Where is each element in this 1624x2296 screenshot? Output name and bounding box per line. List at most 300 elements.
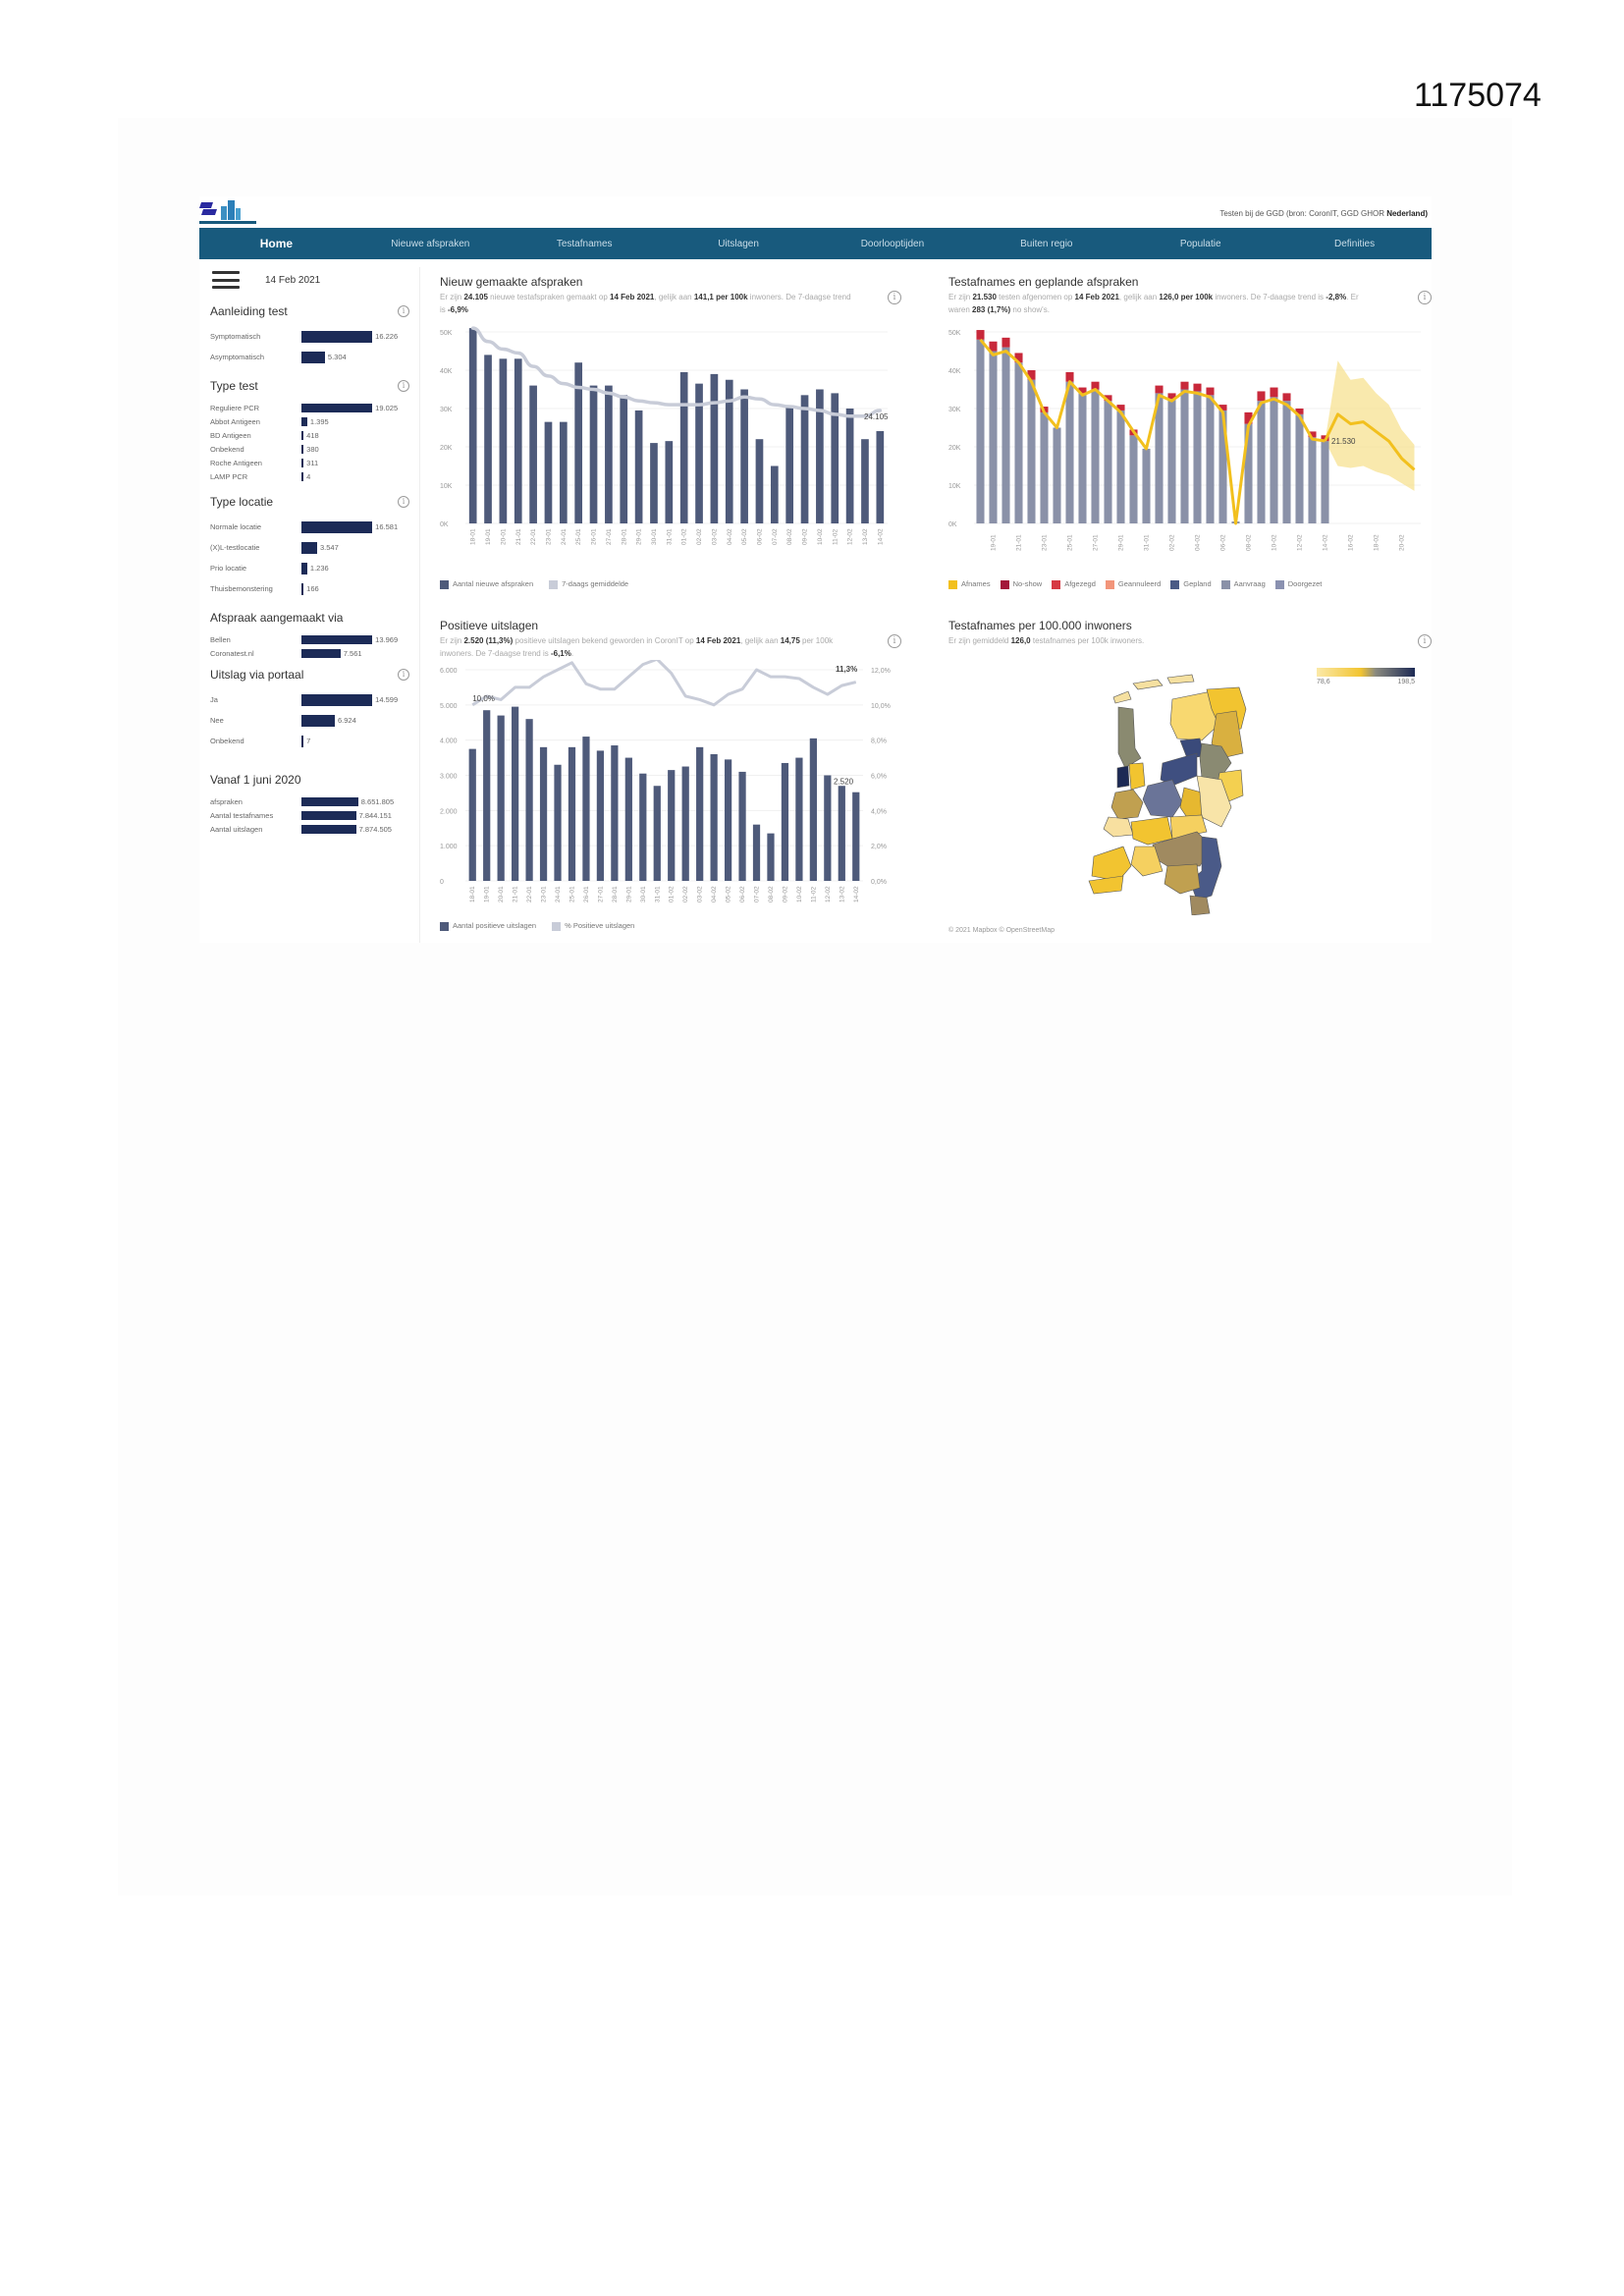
svg-text:2.000: 2.000 — [440, 808, 458, 816]
bar-label: afspraken — [210, 796, 243, 806]
bar[interactable] — [514, 358, 522, 523]
bar[interactable] — [540, 747, 547, 881]
bar-row[interactable] — [210, 578, 409, 599]
nav-tab-nieuwe-afspraken[interactable]: Nieuwe afspraken — [391, 238, 470, 249]
bar-fill — [301, 445, 303, 454]
bar[interactable] — [639, 774, 646, 881]
bar-value: 8.651.805 — [360, 796, 395, 806]
sidebar-header — [199, 267, 419, 293]
bar[interactable] — [753, 825, 760, 881]
bar[interactable] — [554, 765, 561, 881]
svg-text:13-02: 13-02 — [839, 886, 846, 902]
bar-value: 166 — [306, 584, 319, 593]
nav-tab-buiten-regio[interactable]: Buiten regio — [1020, 238, 1073, 249]
bar[interactable] — [861, 439, 869, 523]
bar[interactable] — [839, 786, 845, 881]
svg-text:25-01: 25-01 — [575, 528, 583, 545]
bar-value: 7.874.505 — [358, 824, 392, 834]
bar-value: 1.236 — [309, 564, 329, 573]
svg-text:2,0%: 2,0% — [871, 844, 887, 851]
legend-swatch — [552, 922, 561, 931]
bar-track — [301, 715, 409, 727]
bar[interactable] — [767, 834, 774, 881]
bar-value: 311 — [306, 458, 319, 467]
sidebar-sections — [199, 304, 419, 836]
bar-value: 3.547 — [320, 543, 339, 552]
color-scale-bar — [1317, 668, 1415, 677]
svg-text:0,0%: 0,0% — [871, 879, 887, 886]
bar-row[interactable] — [210, 456, 409, 469]
svg-text:31-01: 31-01 — [666, 528, 674, 545]
bar-fill — [301, 521, 372, 533]
bar[interactable] — [795, 758, 802, 881]
legend-swatch — [1106, 580, 1114, 589]
svg-text:19-01: 19-01 — [485, 528, 493, 545]
nav-tab-populatie[interactable]: Populatie — [1179, 238, 1221, 249]
bar[interactable] — [1321, 441, 1328, 523]
panel-summary: Er zijn 24.105 nieuwe testafspraken gemaakt op 14 Feb 2021, gelijk aan 141,1 per 100k inwoners. De 7-daagse trend is -6,9% — [440, 293, 851, 314]
svg-text:10,0%: 10,0% — [871, 702, 891, 710]
bar[interactable] — [582, 737, 589, 881]
svg-text:21.530: 21.530 — [1331, 437, 1356, 447]
bar[interactable] — [545, 422, 553, 523]
bar-track — [301, 431, 409, 440]
svg-text:11,3%: 11,3% — [836, 665, 858, 674]
svg-text:23-01: 23-01 — [540, 886, 548, 902]
svg-text:04-02: 04-02 — [1194, 534, 1202, 551]
svg-text:50K: 50K — [948, 330, 961, 337]
bar-fill — [301, 331, 372, 343]
chart-legend — [440, 921, 634, 931]
bar-label: Nee — [210, 716, 224, 725]
legend-swatch — [1001, 580, 1009, 589]
legend-swatch — [1170, 580, 1179, 589]
bar[interactable] — [1270, 397, 1277, 523]
bar-row[interactable] — [210, 326, 409, 347]
bar-row[interactable] — [210, 731, 409, 751]
bar[interactable] — [650, 443, 658, 523]
bar-row[interactable] — [210, 537, 409, 558]
bar[interactable] — [1142, 449, 1150, 523]
section-header — [210, 773, 409, 787]
bar[interactable] — [500, 358, 508, 523]
svg-text:21-01: 21-01 — [512, 886, 519, 902]
nav-tab-definities[interactable]: Definities — [1333, 238, 1376, 249]
bar[interactable] — [1308, 437, 1316, 523]
bar-value: 13.969 — [375, 634, 399, 644]
bar[interactable] — [1078, 393, 1086, 523]
bar[interactable] — [1065, 382, 1073, 523]
svg-text:19-01: 19-01 — [483, 886, 491, 902]
document-id: 1175074 — [1414, 77, 1542, 114]
svg-text:21-01: 21-01 — [1015, 534, 1023, 551]
bar[interactable] — [597, 750, 604, 881]
bar[interactable] — [1116, 410, 1124, 523]
bar-label: Aantal uitslagen — [210, 824, 263, 834]
bar[interactable] — [605, 386, 613, 523]
svg-text:06-02: 06-02 — [739, 886, 747, 902]
section-header — [210, 304, 409, 318]
section-title: Aanleiding test — [210, 304, 288, 318]
svg-text:14-02: 14-02 — [877, 528, 885, 545]
svg-text:26-01: 26-01 — [590, 528, 598, 545]
svg-text:27-01: 27-01 — [605, 528, 613, 545]
bar-label: Onbekend — [210, 737, 244, 745]
bar-row[interactable] — [210, 822, 409, 836]
svg-text:29-01: 29-01 — [1117, 534, 1125, 551]
svg-text:40K: 40K — [948, 368, 961, 375]
hamburger-menu-icon[interactable] — [212, 271, 240, 289]
panel-summary: Er zijn 2.520 (11,3%) positieve uitslagen bekend geworden in CoronIT op 14 Feb 2021, gelijk aan 14,75 per 100k inwoners. De 7-daagse trend is -6,1%. — [440, 636, 834, 658]
nav-tab-testafnames[interactable]: Testafnames — [556, 238, 613, 249]
bar-row[interactable] — [210, 347, 409, 367]
bar[interactable] — [560, 422, 568, 523]
bar-value: 7 — [306, 737, 311, 745]
bar[interactable] — [1091, 390, 1099, 524]
bar[interactable] — [976, 340, 984, 523]
bar[interactable] — [1053, 428, 1060, 524]
svg-text:24-01: 24-01 — [555, 886, 563, 902]
section-title: Afspraak aangemaakt via — [210, 611, 344, 625]
bar[interactable] — [1206, 395, 1214, 523]
bar-track — [301, 445, 409, 454]
source-note: Testen bij de GGD (bron: CoronIT, GGD GHOR Nederland) — [1219, 209, 1428, 218]
bar[interactable] — [852, 793, 859, 881]
svg-text:6,0%: 6,0% — [871, 773, 887, 781]
chart-legend — [948, 579, 1322, 589]
nav-tab-uitslagen[interactable]: Uitslagen — [718, 238, 759, 249]
bar[interactable] — [484, 355, 492, 523]
bar[interactable] — [738, 772, 745, 881]
bar-track — [301, 583, 409, 595]
svg-text:09-02: 09-02 — [801, 528, 809, 545]
svg-text:22-01: 22-01 — [530, 528, 538, 545]
svg-text:23-01: 23-01 — [1041, 534, 1049, 551]
bar[interactable] — [711, 754, 718, 881]
legend-item[interactable]: Aanvraag — [1221, 579, 1266, 589]
bar-fill — [301, 635, 372, 644]
svg-text:16-02: 16-02 — [1347, 534, 1355, 551]
svg-text:28-01: 28-01 — [611, 886, 619, 902]
legend-swatch — [948, 580, 957, 589]
bar[interactable] — [785, 407, 793, 523]
bar[interactable] — [611, 745, 618, 881]
legend-item[interactable]: No-show — [1001, 579, 1043, 589]
info-icon[interactable]: i — [1418, 634, 1432, 648]
bar-row[interactable] — [210, 414, 409, 428]
legend-item[interactable]: Geannuleerd — [1106, 579, 1161, 589]
bar-track — [301, 472, 409, 481]
bar[interactable] — [625, 758, 632, 881]
bar[interactable] — [1001, 348, 1009, 523]
chart-legend — [440, 579, 628, 589]
svg-text:27-01: 27-01 — [1092, 534, 1100, 551]
bar-track — [301, 404, 409, 412]
bar-value: 1.395 — [309, 416, 329, 426]
svg-text:12-02: 12-02 — [1296, 534, 1304, 551]
bar[interactable] — [665, 441, 673, 523]
bar-value: 14.599 — [375, 695, 399, 704]
svg-text:03-02: 03-02 — [711, 528, 719, 545]
bar-fill — [301, 649, 341, 658]
svg-text:2.520: 2.520 — [834, 777, 854, 787]
bar[interactable] — [810, 738, 817, 881]
panel-title: Positieve uitslagen — [440, 619, 539, 632]
bar-row[interactable] — [210, 646, 409, 660]
panel-title: Nieuw gemaakte afspraken — [440, 275, 583, 289]
bar[interactable] — [989, 352, 997, 524]
svg-text:29-01: 29-01 — [635, 528, 643, 545]
bar[interactable] — [568, 747, 575, 881]
map-credit[interactable]: © 2021 Mapbox © OpenStreetMap — [948, 927, 1055, 934]
svg-text:14-02: 14-02 — [852, 886, 860, 902]
svg-text:4,0%: 4,0% — [871, 808, 887, 816]
legend-item[interactable]: Afgezegd — [1052, 579, 1096, 589]
bar[interactable] — [1040, 412, 1048, 523]
top-bar — [199, 196, 1432, 226]
svg-text:11-02: 11-02 — [810, 886, 818, 902]
bar-track — [301, 635, 409, 644]
bar[interactable] — [1282, 401, 1290, 523]
bar[interactable] — [590, 386, 598, 523]
bar-track — [301, 352, 409, 363]
bar[interactable] — [1257, 401, 1265, 523]
bar[interactable] — [876, 431, 884, 523]
legend-item[interactable]: Aantal nieuwe afspraken — [440, 579, 533, 589]
bar[interactable] — [680, 372, 688, 523]
bar[interactable] — [469, 328, 477, 523]
bar[interactable] — [771, 466, 779, 524]
legend-item[interactable]: 7-daags gemiddelde — [549, 579, 628, 589]
bar[interactable] — [801, 395, 809, 523]
sidebar-section — [199, 304, 419, 367]
bar[interactable] — [525, 719, 532, 881]
bar[interactable] — [1167, 399, 1175, 523]
bar-label: Prio locatie — [210, 564, 247, 573]
svg-text:04-02: 04-02 — [711, 886, 719, 902]
svg-text:18-01: 18-01 — [469, 528, 477, 545]
netherlands-map[interactable] — [1074, 670, 1271, 915]
bar-label: Ja — [210, 695, 218, 704]
svg-text:22-01: 22-01 — [526, 886, 534, 902]
info-icon[interactable]: i — [398, 496, 409, 508]
bar-value: 7.561 — [343, 648, 362, 658]
bar-label: Aantal testafnames — [210, 810, 274, 820]
bar[interactable] — [1104, 401, 1111, 523]
bar-row[interactable] — [210, 632, 409, 646]
bar[interactable] — [668, 770, 675, 881]
bar[interactable] — [756, 439, 764, 523]
bar[interactable] — [696, 747, 703, 881]
svg-text:02-02: 02-02 — [682, 886, 690, 902]
bar[interactable] — [1014, 362, 1022, 523]
bar-label: Abbot Antigeen — [210, 416, 260, 426]
svg-text:31-01: 31-01 — [1143, 534, 1151, 551]
bar[interactable] — [740, 390, 748, 524]
bar[interactable] — [846, 409, 854, 523]
info-icon[interactable]: i — [1418, 291, 1432, 304]
bar-row[interactable] — [210, 689, 409, 710]
legend-item[interactable]: Gepland — [1170, 579, 1211, 589]
svg-text:03-02: 03-02 — [696, 886, 704, 902]
bar-track — [301, 542, 409, 554]
bar-track — [301, 825, 409, 834]
bar-fill — [301, 797, 358, 806]
bar[interactable] — [498, 716, 505, 881]
bar-track — [301, 811, 409, 820]
svg-text:1.000: 1.000 — [440, 844, 458, 851]
bar-row[interactable] — [210, 517, 409, 537]
svg-text:26-01: 26-01 — [582, 886, 590, 902]
sidebar-section — [199, 379, 419, 483]
bar-fill — [301, 431, 303, 440]
svg-text:12-02: 12-02 — [824, 886, 832, 902]
svg-text:02-02: 02-02 — [1168, 534, 1176, 551]
svg-text:20-01: 20-01 — [498, 886, 506, 902]
legend-swatch — [440, 580, 449, 589]
bar[interactable] — [711, 374, 719, 523]
legend-item[interactable]: Doorgezet — [1275, 579, 1323, 589]
bar-row[interactable] — [210, 428, 409, 442]
sidebar-section — [199, 773, 419, 836]
bar[interactable] — [682, 767, 689, 881]
sidebar-section — [199, 495, 419, 599]
bar-fill — [301, 715, 335, 727]
svg-text:30K: 30K — [948, 407, 961, 413]
bar-row[interactable] — [210, 558, 409, 578]
bar-fill — [301, 417, 307, 426]
bar-label: Reguliere PCR — [210, 403, 260, 412]
svg-text:27-01: 27-01 — [597, 886, 605, 902]
section-header — [210, 379, 409, 393]
bar[interactable] — [1027, 380, 1035, 523]
legend-item[interactable]: Afnames — [948, 579, 991, 589]
info-icon[interactable]: i — [888, 291, 901, 304]
svg-text:20K: 20K — [948, 445, 961, 452]
bar-fill — [301, 352, 325, 363]
svg-text:30-01: 30-01 — [639, 886, 647, 902]
svg-text:20-02: 20-02 — [1398, 534, 1406, 551]
svg-text:0: 0 — [440, 879, 444, 886]
bar-track — [301, 736, 409, 747]
svg-text:40K: 40K — [440, 368, 453, 375]
svg-text:01-02: 01-02 — [680, 528, 688, 545]
svg-text:07-02: 07-02 — [771, 528, 779, 545]
info-icon[interactable]: i — [398, 669, 409, 681]
svg-text:18-02: 18-02 — [1373, 534, 1380, 551]
chart-new-appointments — [440, 322, 901, 563]
svg-text:30-01: 30-01 — [650, 528, 658, 545]
svg-text:25-01: 25-01 — [1066, 534, 1074, 551]
svg-text:23-01: 23-01 — [545, 528, 553, 545]
color-scale-legend — [1317, 668, 1415, 685]
bar-value: 7.844.151 — [358, 810, 392, 820]
bar-row[interactable] — [210, 794, 409, 808]
legend-item[interactable]: Aantal positieve uitslagen — [440, 921, 536, 931]
bar[interactable] — [620, 395, 627, 523]
bar-fill — [301, 459, 303, 467]
bar-label: Asymptomatisch — [210, 353, 265, 361]
bar-fill — [301, 811, 355, 820]
bar-track — [301, 694, 409, 706]
bar-track — [301, 649, 409, 658]
bar-row[interactable] — [210, 808, 409, 822]
main-nav — [199, 228, 1432, 259]
bar[interactable] — [1295, 414, 1303, 523]
info-icon[interactable]: i — [888, 634, 901, 648]
chart-test-intakes — [948, 322, 1432, 563]
bar[interactable] — [529, 386, 537, 523]
bar-value: 6.924 — [338, 716, 356, 725]
svg-text:20-01: 20-01 — [500, 528, 508, 545]
bar[interactable] — [483, 710, 490, 881]
bar[interactable] — [725, 759, 731, 881]
section-title: Type locatie — [210, 495, 274, 509]
nav-tab-doorlooptijden[interactable]: Doorlooptijden — [860, 238, 925, 249]
bar[interactable] — [1180, 390, 1188, 524]
sidebar-section — [199, 668, 419, 751]
bar[interactable] — [469, 749, 476, 881]
legend-swatch — [1052, 580, 1060, 589]
section-header — [210, 495, 409, 509]
svg-text:08-02: 08-02 — [1245, 534, 1253, 551]
bar-value: 418 — [306, 430, 319, 440]
legend-item[interactable]: % Positieve uitslagen — [552, 921, 634, 931]
svg-text:10,0%: 10,0% — [472, 693, 495, 703]
bar-track — [301, 521, 409, 533]
bar-label: Bellen — [210, 634, 231, 644]
nav-tab-home[interactable]: Home — [259, 237, 294, 250]
svg-text:05-02: 05-02 — [741, 528, 749, 545]
svg-text:3.000: 3.000 — [440, 773, 458, 781]
date-label: 14 Feb 2021 — [265, 274, 321, 286]
bar-track — [301, 331, 409, 343]
bar[interactable] — [635, 410, 643, 523]
bar[interactable] — [654, 786, 661, 881]
bar-row[interactable] — [210, 442, 409, 456]
sidebar — [199, 267, 420, 943]
bar[interactable] — [1129, 435, 1137, 523]
bar-value: 16.581 — [375, 522, 399, 531]
bar-value: 16.226 — [375, 332, 399, 341]
bar-fill — [301, 563, 307, 574]
info-icon[interactable]: i — [398, 305, 409, 317]
bar[interactable] — [512, 707, 518, 881]
svg-text:21-01: 21-01 — [514, 528, 522, 545]
bar-value: 380 — [306, 444, 319, 454]
bar-label: LAMP PCR — [210, 471, 248, 481]
panel-map — [948, 619, 1432, 943]
bar-fill — [301, 542, 317, 554]
bar[interactable] — [782, 763, 788, 881]
bar-label: Roche Antigeen — [210, 458, 262, 467]
section-header — [210, 611, 409, 625]
bar-row[interactable] — [210, 469, 409, 483]
bar[interactable] — [1193, 391, 1201, 523]
bar-fill — [301, 736, 303, 747]
sidebar-section — [199, 611, 419, 660]
svg-text:08-02: 08-02 — [786, 528, 794, 545]
svg-text:25-01: 25-01 — [568, 886, 576, 902]
bar-row[interactable] — [210, 401, 409, 414]
bar-label: Coronatest.nl — [210, 648, 254, 658]
bar-row[interactable] — [210, 710, 409, 731]
svg-text:19-01: 19-01 — [990, 534, 998, 551]
bar[interactable] — [824, 776, 831, 882]
bar-fill — [301, 583, 303, 595]
info-icon[interactable]: i — [398, 380, 409, 392]
svg-text:02-02: 02-02 — [696, 528, 704, 545]
